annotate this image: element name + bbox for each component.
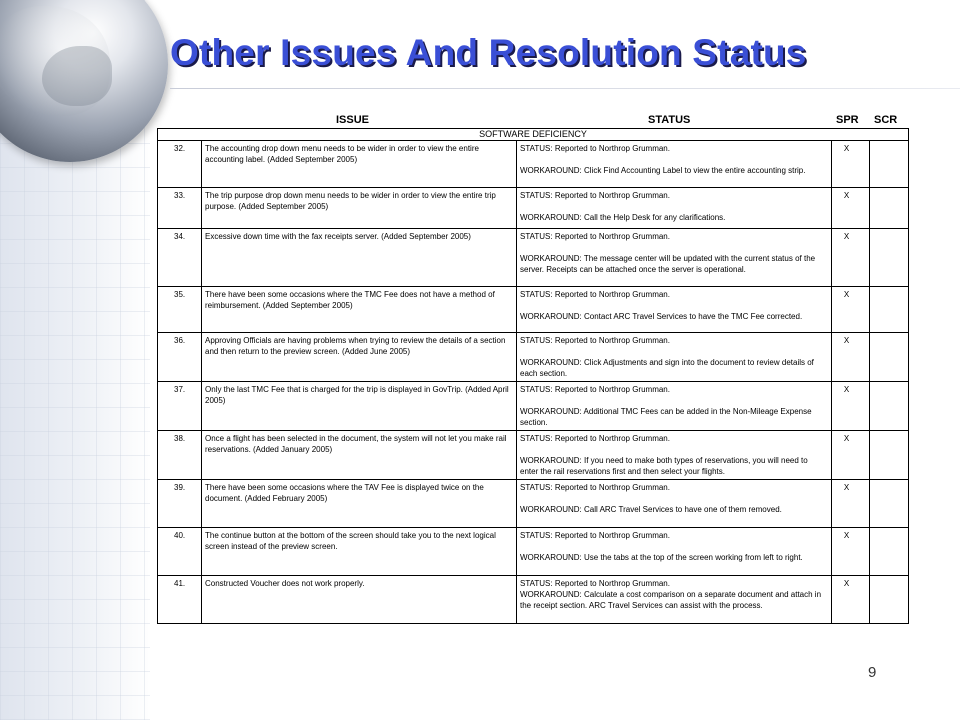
status-cell bbox=[517, 141, 832, 188]
table-row bbox=[158, 287, 909, 333]
status-cell bbox=[517, 431, 832, 480]
row-number: 37. bbox=[158, 382, 202, 431]
spr-cell: X bbox=[832, 188, 870, 229]
workaround-text: WORKAROUND: Call the Help Desk for any clarifications. bbox=[520, 213, 726, 222]
table-row bbox=[158, 480, 909, 528]
table-row bbox=[158, 229, 909, 287]
workaround-text: WORKAROUND: Click Adjustments and sign into the document to review details of each section. bbox=[520, 358, 814, 378]
title-divider bbox=[170, 88, 960, 89]
status-cell bbox=[517, 287, 832, 333]
table-row bbox=[158, 188, 909, 229]
scr-cell bbox=[870, 141, 909, 188]
row-number: 38. bbox=[158, 431, 202, 480]
workaround-text: WORKAROUND: Contact ARC Travel Services to have the TMC Fee corrected. bbox=[520, 312, 803, 321]
status-cell bbox=[517, 229, 832, 287]
workaround-text: WORKAROUND: Additional TMC Fees can be added in the Non-Mileage Expense section. bbox=[520, 407, 812, 427]
header-issue: ISSUE bbox=[336, 114, 370, 126]
status-cell bbox=[517, 480, 832, 528]
spr-cell: X bbox=[832, 333, 870, 382]
status-text: STATUS: Reported to Northrop Grumman. bbox=[520, 290, 670, 299]
workaround-text: WORKAROUND: The message center will be updated with the current status of the server. Receipts can be attached once the server is operational. bbox=[520, 254, 816, 274]
category-row bbox=[158, 129, 909, 141]
spr-cell: X bbox=[832, 480, 870, 528]
row-number: 32. bbox=[158, 141, 202, 188]
issue-cell: The continue button at the bottom of the screen should take you to the next logical screen instead of the preview screen. bbox=[202, 528, 517, 576]
spr-cell: X bbox=[832, 229, 870, 287]
category-label: SOFTWARE DEFICIENCY bbox=[158, 129, 909, 141]
scr-cell bbox=[870, 576, 909, 624]
scr-cell bbox=[870, 480, 909, 528]
spr-cell: X bbox=[832, 576, 870, 624]
issue-cell: There have been some occasions where the TAV Fee is displayed twice on the document. (Added February 2005) bbox=[202, 480, 517, 528]
table-row bbox=[158, 431, 909, 480]
status-cell bbox=[517, 188, 832, 229]
status-text: STATUS: Reported to Northrop Grumman. bbox=[520, 579, 670, 588]
row-number: 41. bbox=[158, 576, 202, 624]
issue-cell: Only the last TMC Fee that is charged for the trip is displayed in GovTrip. (Added April 2005) bbox=[202, 382, 517, 431]
issue-cell: Once a flight has been selected in the document, the system will not let you make rail reservations. (Added January 2005) bbox=[202, 431, 517, 480]
status-cell bbox=[517, 576, 832, 624]
status-cell bbox=[517, 382, 832, 431]
scr-cell bbox=[870, 188, 909, 229]
row-number: 34. bbox=[158, 229, 202, 287]
spr-cell: X bbox=[832, 528, 870, 576]
status-text: STATUS: Reported to Northrop Grumman. bbox=[520, 191, 670, 200]
scr-cell bbox=[870, 382, 909, 431]
spr-cell: X bbox=[832, 382, 870, 431]
slide-title: Other Issues And Resolution Status bbox=[170, 32, 807, 73]
scr-cell bbox=[870, 528, 909, 576]
issue-cell: The accounting drop down menu needs to be wider in order to view the entire accounting label. (Added September 2005) bbox=[202, 141, 517, 188]
issue-cell: Constructed Voucher does not work properly. bbox=[202, 576, 517, 624]
table-row bbox=[158, 141, 909, 188]
table-row bbox=[158, 333, 909, 382]
row-number: 33. bbox=[158, 188, 202, 229]
status-text: STATUS: Reported to Northrop Grumman. bbox=[520, 483, 670, 492]
scr-cell bbox=[870, 229, 909, 287]
status-text: STATUS: Reported to Northrop Grumman. bbox=[520, 531, 670, 540]
header-status: STATUS bbox=[648, 114, 691, 126]
spr-cell: X bbox=[832, 141, 870, 188]
workaround-text: WORKAROUND: Calculate a cost comparison on a separate document and attach in the receipt section. ARC Travel Services can assist with the process. bbox=[520, 590, 822, 610]
status-text: STATUS: Reported to Northrop Grumman. bbox=[520, 336, 670, 345]
workaround-text: WORKAROUND: Call ARC Travel Services to have one of them removed. bbox=[520, 505, 782, 514]
status-text: STATUS: Reported to Northrop Grumman. bbox=[520, 232, 670, 241]
issue-cell: Excessive down time with the fax receipts server. (Added September 2005) bbox=[202, 229, 517, 287]
spr-cell: X bbox=[832, 287, 870, 333]
workaround-text: WORKAROUND: If you need to make both types of reservations, you will need to enter the rail reservations first and then select your flights. bbox=[520, 456, 808, 476]
table-row bbox=[158, 382, 909, 431]
status-cell bbox=[517, 528, 832, 576]
issues-table bbox=[157, 128, 909, 624]
scr-cell bbox=[870, 333, 909, 382]
scr-cell bbox=[870, 287, 909, 333]
page-number: 9 bbox=[868, 664, 877, 681]
issue-cell: Approving Officials are having problems when trying to review the details of a section and then return to the preview screen. (Added June 2005) bbox=[202, 333, 517, 382]
status-text: STATUS: Reported to Northrop Grumman. bbox=[520, 385, 670, 394]
header-spr: SPR bbox=[836, 114, 859, 126]
row-number: 39. bbox=[158, 480, 202, 528]
table-row bbox=[158, 528, 909, 576]
status-cell bbox=[517, 333, 832, 382]
status-text: STATUS: Reported to Northrop Grumman. bbox=[520, 144, 670, 153]
scr-cell bbox=[870, 431, 909, 480]
row-number: 40. bbox=[158, 528, 202, 576]
status-text: STATUS: Reported to Northrop Grumman. bbox=[520, 434, 670, 443]
issue-cell: There have been some occasions where the TMC Fee does not have a method of reimbursement. (Added September 2005) bbox=[202, 287, 517, 333]
row-number: 36. bbox=[158, 333, 202, 382]
workaround-text: WORKAROUND: Use the tabs at the top of the screen working from left to right. bbox=[520, 553, 803, 562]
row-number: 35. bbox=[158, 287, 202, 333]
workaround-text: WORKAROUND: Click Find Accounting Label to view the entire accounting strip. bbox=[520, 166, 806, 175]
issue-cell: The trip purpose drop down menu needs to be wider in order to view the entire trip purpose. (Added September 2005) bbox=[202, 188, 517, 229]
table-row bbox=[158, 576, 909, 624]
header-scr: SCR bbox=[874, 114, 898, 126]
spr-cell: X bbox=[832, 431, 870, 480]
